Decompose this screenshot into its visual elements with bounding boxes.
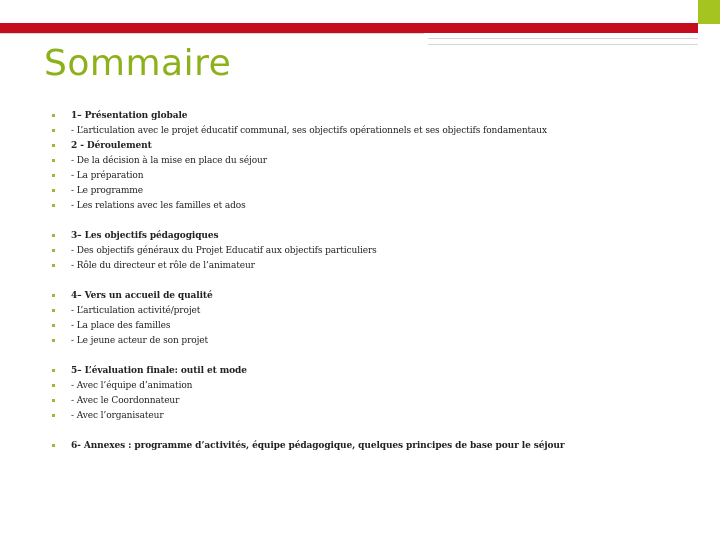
list-item-text: 6- Annexes : programme d’activités, équipe pédagogique, quelques principes de base pour le séjour — [71, 440, 565, 451]
list-item-text: - De la décision à la mise en place du séjour — [71, 155, 267, 166]
bullet-icon — [52, 234, 55, 237]
top-divider-line — [0, 33, 424, 34]
list-item — [52, 153, 267, 168]
list-item — [52, 168, 143, 183]
top-divider-line — [428, 44, 698, 45]
list-item-text: - Le programme — [71, 185, 143, 196]
list-item — [52, 378, 192, 393]
bullet-icon — [52, 309, 55, 312]
bullet-icon — [52, 324, 55, 327]
bullet-icon — [52, 159, 55, 162]
list-item-text: - L’articulation avec le projet éducatif communal, ses objectifs opérationnels et ses objectifs fondamentaux — [71, 125, 547, 136]
bullet-icon — [52, 384, 55, 387]
page-title: Sommaire — [44, 43, 232, 84]
list-item — [52, 408, 164, 423]
list-item — [52, 438, 564, 453]
list-item-text: - La place des familles — [71, 320, 171, 331]
list-item-text: - Avec l’équipe d’animation — [71, 380, 193, 391]
list-item-text: 4– Vers un accueil de qualité — [71, 290, 213, 301]
list-item — [52, 183, 143, 198]
list-item-text: - Des objectifs généraux du Projet Educatif aux objectifs particuliers — [71, 245, 377, 256]
list-item — [52, 333, 208, 348]
bullet-icon — [52, 294, 55, 297]
list-item-text: - L’articulation activité/projet — [71, 305, 201, 316]
list-item-text: 2 - Déroulement — [71, 140, 152, 151]
bullet-icon — [52, 114, 55, 117]
top-divider-line — [428, 38, 698, 39]
bullet-icon — [52, 264, 55, 267]
top-red-bar — [0, 23, 698, 33]
list-item — [52, 303, 200, 318]
list-item — [52, 393, 179, 408]
bullet-icon — [52, 414, 55, 417]
bullet-icon — [52, 174, 55, 177]
list-item-text: - Avec le Coordonnateur — [71, 395, 180, 406]
list-item-text: 5– L’évaluation finale: outil et mode — [71, 365, 247, 376]
list-item — [52, 138, 152, 153]
list-item — [52, 108, 187, 123]
list-item-text: - La préparation — [71, 170, 144, 181]
list-item — [52, 123, 547, 138]
list-item-text: - Le jeune acteur de son projet — [71, 335, 209, 346]
list-item — [52, 228, 218, 243]
list-item-text: - Rôle du directeur et rôle de l’animateur — [71, 260, 255, 271]
list-item-text: - Les relations avec les familles et ados — [71, 200, 246, 211]
bullet-icon — [52, 189, 55, 192]
list-item — [52, 318, 170, 333]
bullet-icon — [52, 339, 55, 342]
bullet-icon — [52, 399, 55, 402]
list-item — [52, 363, 247, 378]
bullet-icon — [52, 204, 55, 207]
list-item-text: 3– Les objectifs pédagogiques — [71, 230, 219, 241]
list-item — [52, 198, 246, 213]
list-item-text: - Avec l’organisateur — [71, 410, 164, 421]
list-item-text: 1– Présentation globale — [71, 110, 188, 121]
bullet-icon — [52, 369, 55, 372]
list-item — [52, 258, 255, 273]
list-item — [52, 288, 213, 303]
bullet-icon — [52, 144, 55, 147]
bullet-icon — [52, 249, 55, 252]
top-green-block — [698, 0, 720, 24]
list-item — [52, 243, 377, 258]
bullet-icon — [52, 444, 55, 447]
bullet-icon — [52, 129, 55, 132]
